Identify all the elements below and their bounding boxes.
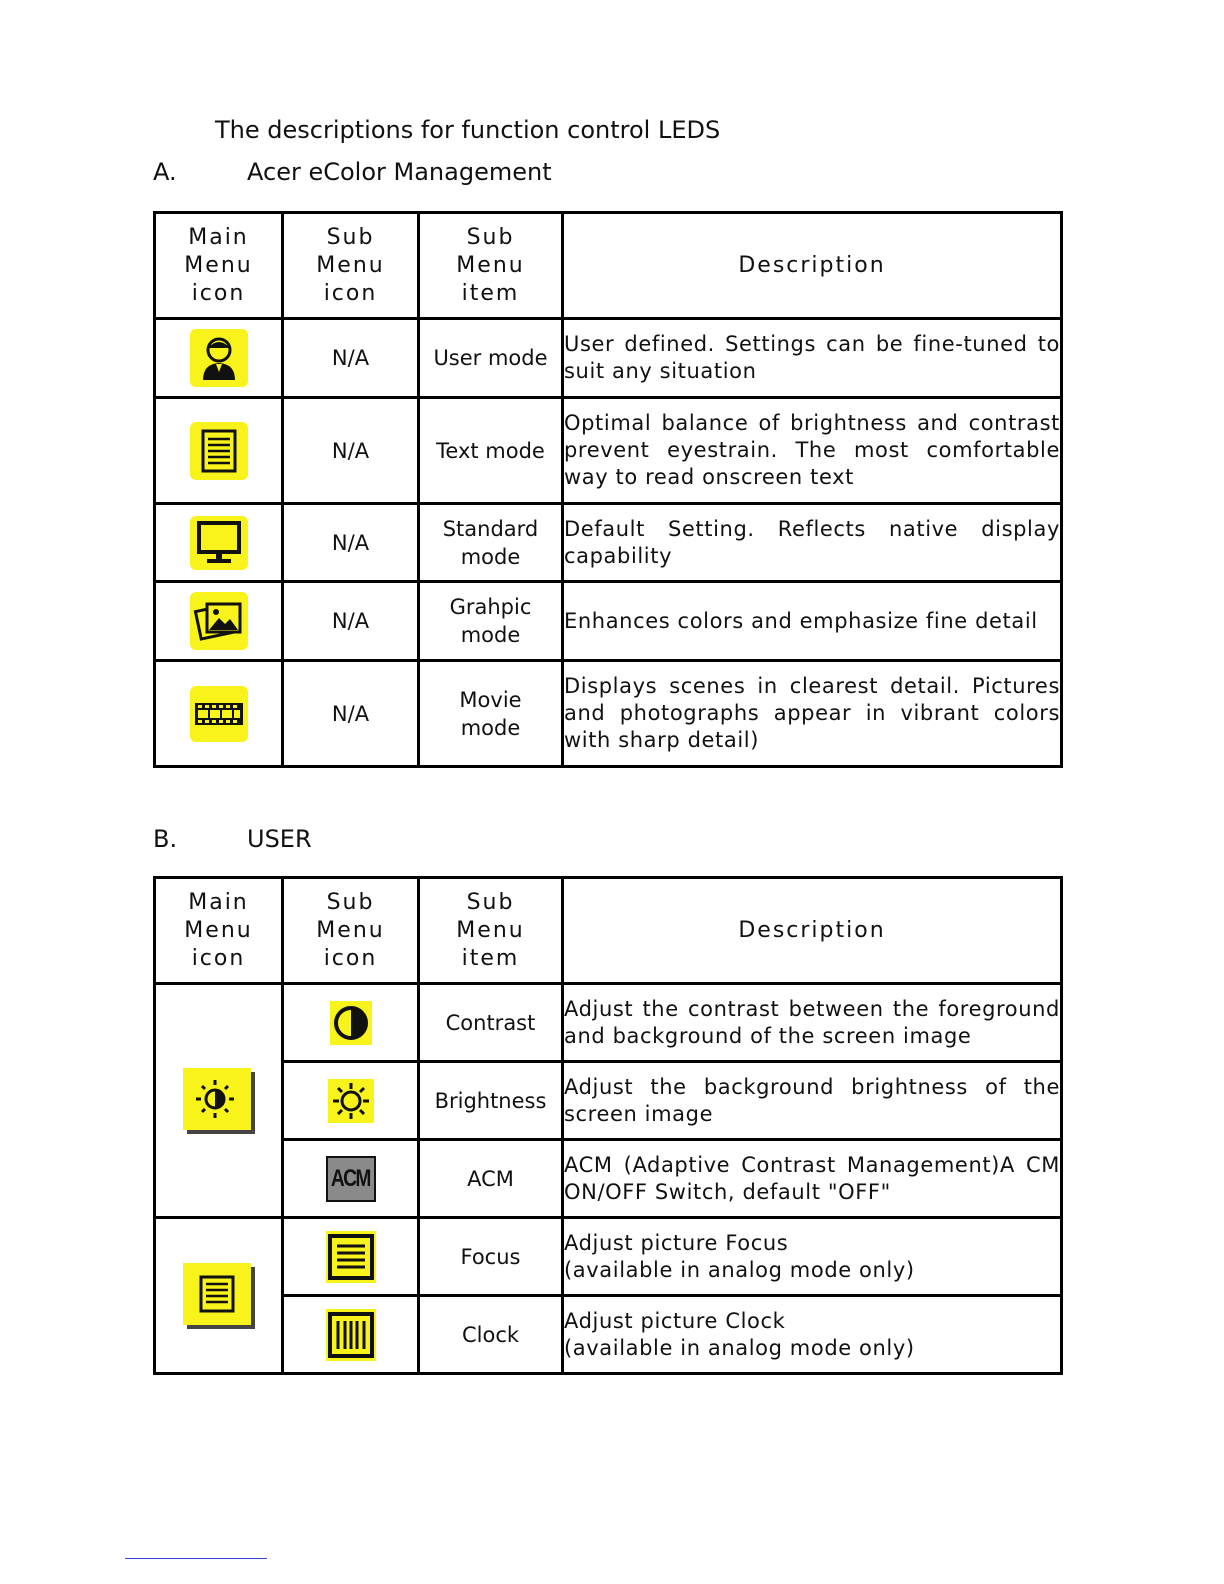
table-row: [155, 1140, 1062, 1218]
section-b-title: USER: [247, 825, 312, 853]
table-row: [155, 661, 1062, 767]
description: Adjust picture Focus (available in analog mode only): [563, 1218, 1062, 1296]
intro-heading: The descriptions for function control LEDS: [215, 116, 721, 144]
main-icon-cell: [155, 582, 283, 661]
description: Optimal balance of brightness and contrast prevent eyestrain. The most comfortable way to read onscreen text: [563, 398, 1062, 504]
table-row: [155, 984, 1062, 1062]
main-icon-cell: [155, 984, 283, 1218]
sub-icon-cell: [283, 1296, 419, 1374]
section-a-title: Acer eColor Management: [247, 158, 552, 186]
sub-icon-cell: [283, 1140, 419, 1218]
sub-menu-item: Standard mode: [419, 504, 563, 582]
main-icon-cell: [155, 504, 283, 582]
table-row: [155, 1218, 1062, 1296]
main-icon-cell: [155, 661, 283, 767]
header-description: Description: [563, 213, 1062, 319]
sub-icon-cell: [283, 1218, 419, 1296]
header-sub-menu-icon: Sub Menu icon: [283, 878, 419, 984]
standard-mode-icon: [189, 515, 249, 571]
main-icon-cell: [155, 398, 283, 504]
footnote-separator: [125, 1558, 267, 1559]
user-mode-icon: [189, 328, 249, 388]
table-row: [155, 504, 1062, 582]
description: ACM (Adaptive Contrast Management)A CM ON/OFF Switch, default "OFF": [563, 1140, 1062, 1218]
contrast-icon: [330, 1001, 372, 1045]
movie-mode-icon: [189, 685, 249, 743]
sub-menu-item: Brightness: [419, 1062, 563, 1140]
description: Enhances colors and emphasize fine detail: [563, 582, 1062, 661]
table-row: [155, 582, 1062, 661]
user-table: [153, 876, 1063, 1375]
sub-menu-item: Text mode: [419, 398, 563, 504]
sub-menu-item: Grahpic mode: [419, 582, 563, 661]
user-header-row: [155, 878, 1062, 984]
table-row: [155, 398, 1062, 504]
graphic-mode-icon: [189, 591, 249, 651]
description: User defined. Settings can be fine-tuned to suit any situation: [563, 319, 1062, 398]
table-row: [155, 1062, 1062, 1140]
header-main-menu-icon: Main Menu icon: [155, 213, 283, 319]
text-mode-icon: [189, 421, 249, 481]
sub-menu-item: Clock: [419, 1296, 563, 1374]
sub-menu-item: Movie mode: [419, 661, 563, 767]
header-main-menu-icon: Main Menu icon: [155, 878, 283, 984]
sub-icon-cell: N/A: [283, 319, 419, 398]
description: Adjust the contrast between the foreground and background of the screen image: [563, 984, 1062, 1062]
document-group-icon: [183, 1263, 255, 1329]
focus-icon: [326, 1231, 376, 1283]
description: Default Setting. Reflects native display capability: [563, 504, 1062, 582]
section-a-letter: A.: [153, 158, 177, 186]
sub-icon-cell: N/A: [283, 582, 419, 661]
main-icon-cell: [155, 319, 283, 398]
description: Displays scenes in clearest detail. Pictures and photographs appear in vibrant colors with sharp detail): [563, 661, 1062, 767]
header-sub-menu-icon: Sub Menu icon: [283, 213, 419, 319]
description: Adjust picture Clock (available in analog mode only): [563, 1296, 1062, 1374]
acm-icon: [326, 1156, 376, 1202]
sub-icon-cell: [283, 984, 419, 1062]
sub-icon-cell: [283, 1062, 419, 1140]
brightness-group-icon: [183, 1068, 255, 1134]
table-row: [155, 319, 1062, 398]
header-description: Description: [563, 878, 1062, 984]
header-sub-menu-item: Sub Menu item: [419, 878, 563, 984]
sub-icon-cell: N/A: [283, 504, 419, 582]
sub-icon-cell: N/A: [283, 398, 419, 504]
section-b-letter: B.: [153, 825, 178, 853]
sub-menu-item: User mode: [419, 319, 563, 398]
table-row: [155, 1296, 1062, 1374]
ecolor-header-row: [155, 213, 1062, 319]
description: Adjust the background brightness of the screen image: [563, 1062, 1062, 1140]
sub-menu-item: ACM: [419, 1140, 563, 1218]
acm-icon-label: ACM: [331, 1164, 370, 1192]
section-b-heading: [153, 825, 312, 853]
section-a-heading: [153, 158, 552, 186]
sub-icon-cell: N/A: [283, 661, 419, 767]
header-sub-menu-item: Sub Menu item: [419, 213, 563, 319]
sub-menu-item: Focus: [419, 1218, 563, 1296]
brightness-icon: [328, 1079, 374, 1123]
clock-icon: [326, 1309, 376, 1361]
ecolor-table: [153, 211, 1063, 768]
main-icon-cell: [155, 1218, 283, 1374]
sub-menu-item: Contrast: [419, 984, 563, 1062]
